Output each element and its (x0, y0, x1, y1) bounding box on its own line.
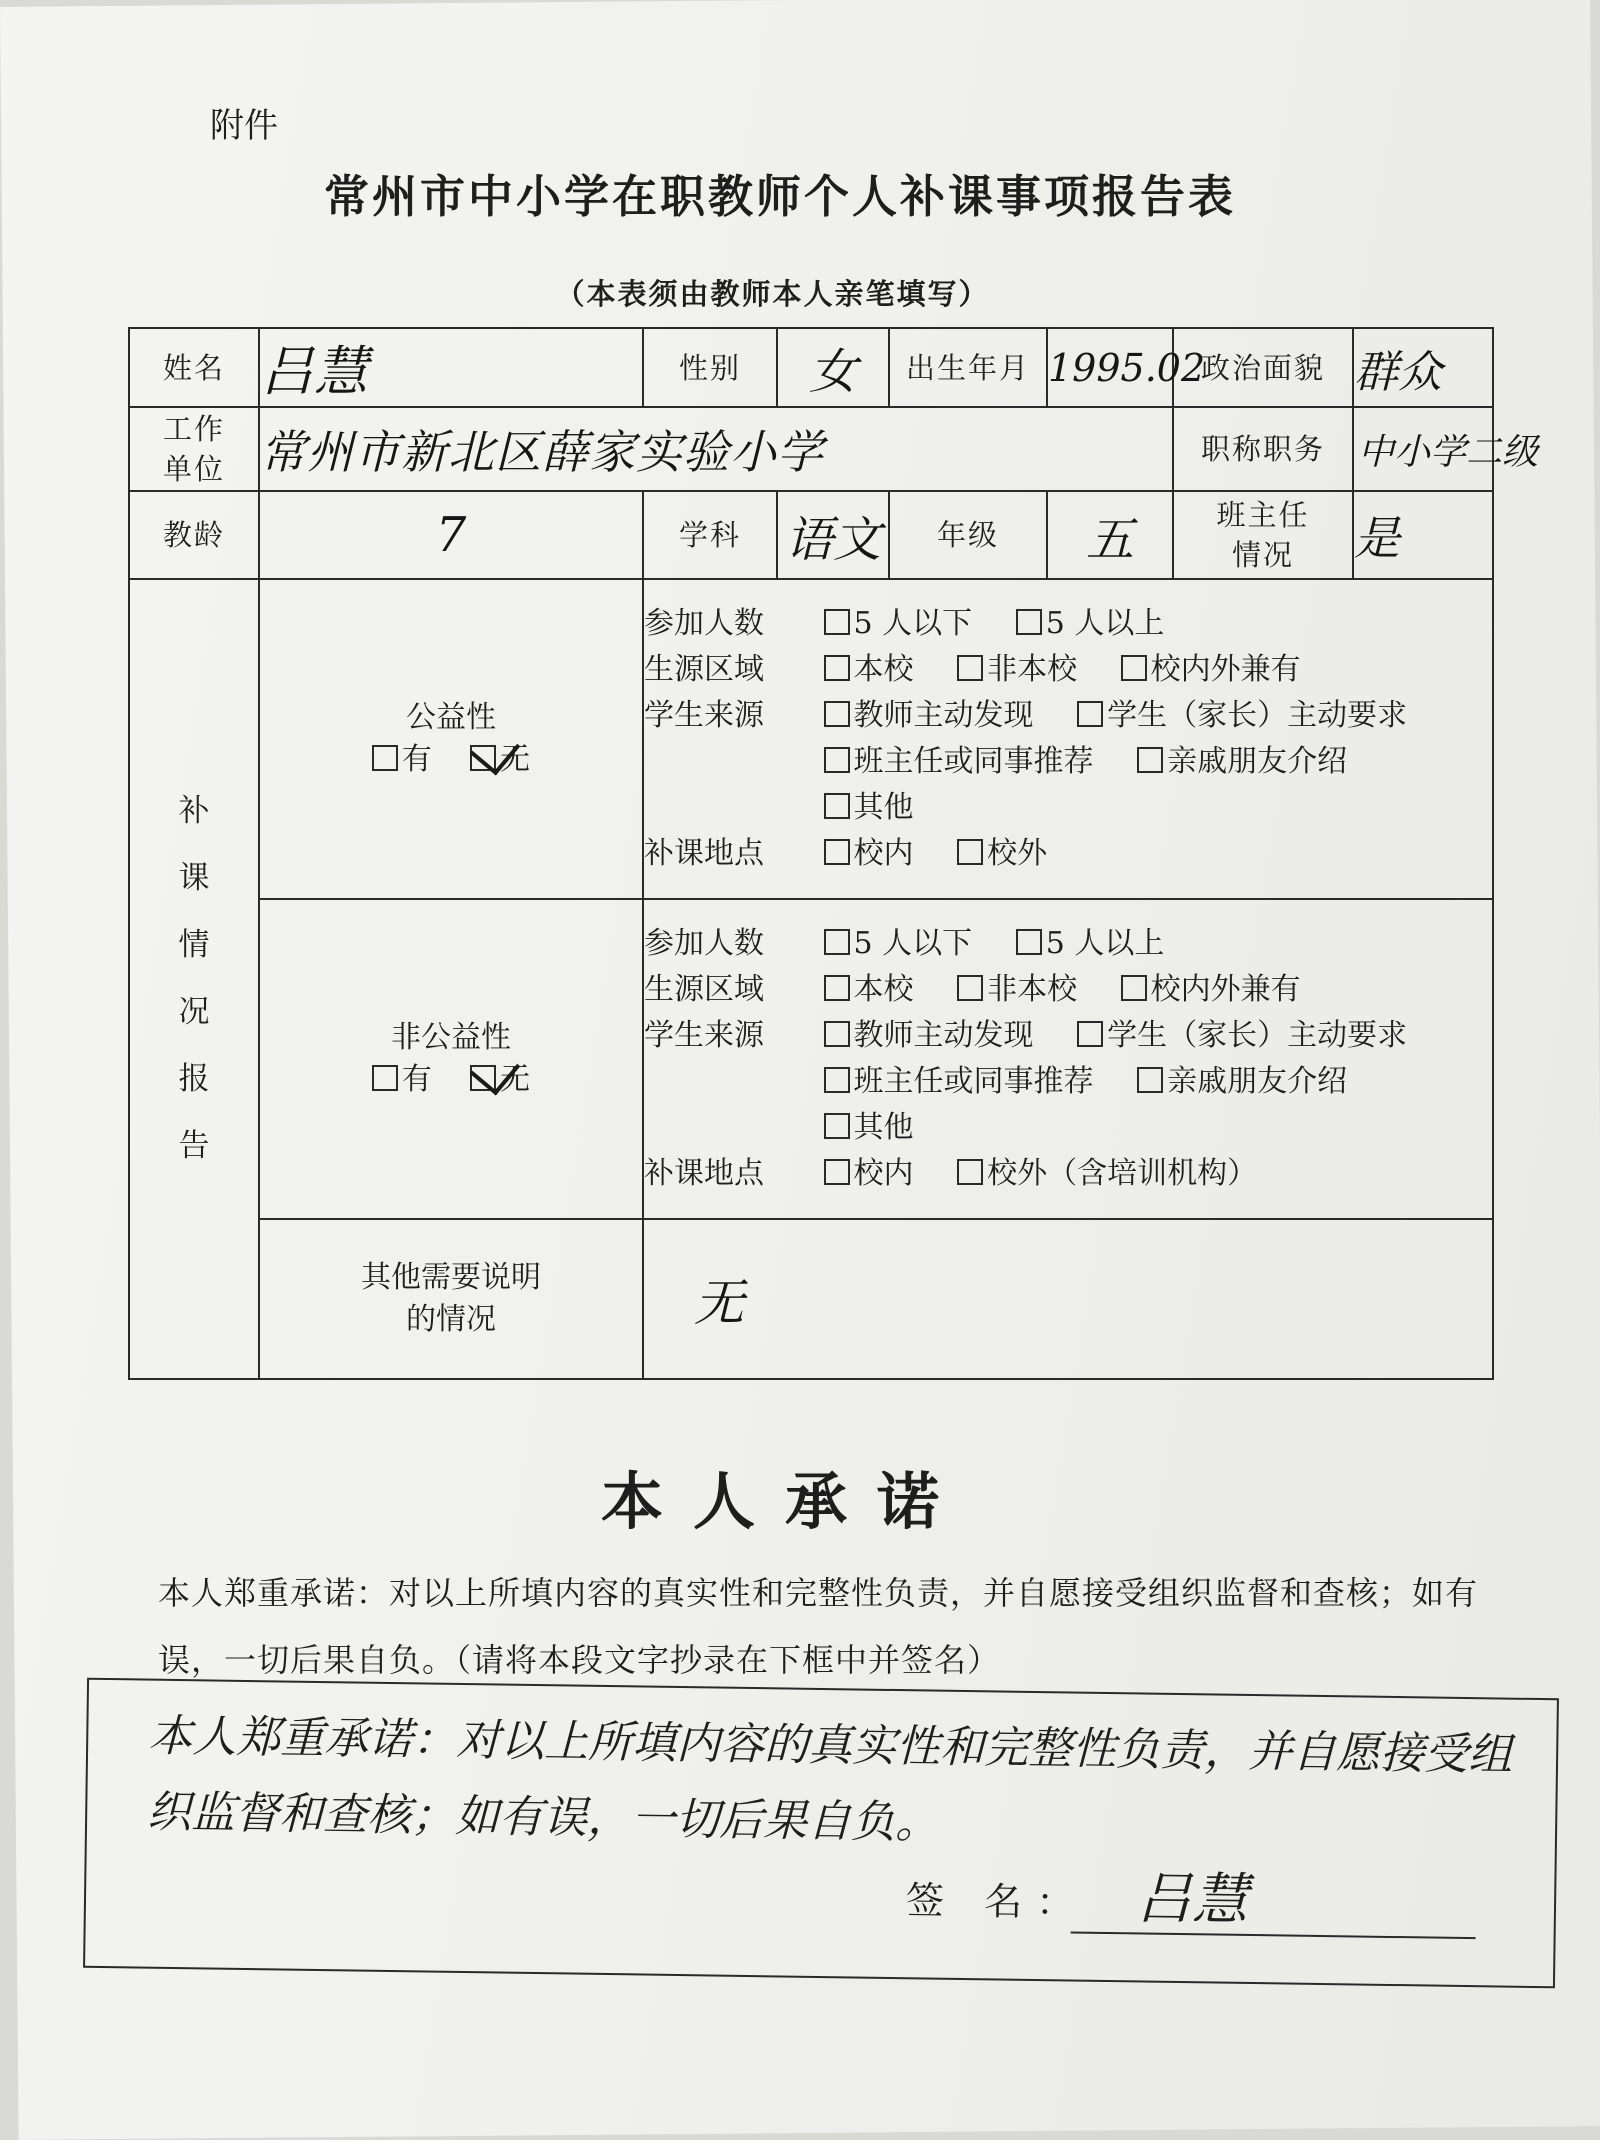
name-label: 姓名 (129, 328, 259, 407)
job-title-label: 职称职务 (1173, 407, 1353, 491)
option-checkbox[interactable] (1121, 975, 1147, 1001)
job-title-value[interactable]: 中小学二级 (1353, 407, 1493, 491)
public-options (643, 579, 1493, 899)
side-char: 报 (178, 1061, 210, 1097)
other-notes-value[interactable]: 无 (643, 1219, 1493, 1379)
option-checkbox[interactable] (824, 609, 850, 635)
participants-label: 参加人数 (644, 926, 764, 961)
option-label: 5 人以下 (853, 926, 973, 961)
option-checkbox[interactable] (824, 839, 850, 865)
option-checkbox[interactable] (1077, 701, 1103, 727)
option-label: 学生（家长）主动要求 (1107, 698, 1408, 733)
source-label: 学生来源 (644, 1018, 764, 1053)
pledge-title: 本人承诺 (600, 1465, 969, 1538)
option-label: 其他 (853, 1110, 914, 1145)
option-checkbox[interactable] (957, 839, 983, 865)
politics-label: 政治面貌 (1173, 328, 1353, 407)
option-label: 本校 (853, 652, 914, 687)
public-title: 公益性 (406, 700, 496, 735)
option-label: 教师主动发现 (853, 1018, 1034, 1053)
form-subtitle: （本表须由教师本人亲笔填写） (555, 277, 990, 311)
option-checkbox[interactable] (824, 975, 850, 1001)
option-checkbox[interactable] (1137, 747, 1163, 773)
grade-value[interactable]: 五 (1047, 491, 1173, 579)
option-checkbox[interactable] (1016, 609, 1042, 635)
birth-value[interactable]: 1995.02 (1047, 328, 1173, 407)
politics-value[interactable]: 群众 (1353, 328, 1493, 407)
years-value[interactable]: 7 (259, 491, 643, 579)
headteacher-label-line1: 班主任 (1216, 498, 1310, 532)
option-label: 班主任或同事推荐 (853, 1064, 1094, 1099)
pledge-text: 本人郑重承诺：对以上所填内容的真实性和完整性负责，并自愿接受组织监督和查核；如有误，一切后果自负。（请将本段文字抄录在下框中并签名） (158, 1574, 1479, 1679)
headteacher-label-line2: 情况 (1231, 538, 1294, 572)
other-notes-label (259, 1219, 643, 1379)
side-char: 补 (178, 793, 210, 829)
side-char: 况 (178, 994, 210, 1030)
option-label: 其他 (853, 790, 914, 825)
report-form-table (128, 327, 1539, 1380)
place-label: 补课地点 (644, 836, 764, 871)
option-checkbox[interactable] (824, 701, 850, 727)
subject-label: 学科 (643, 491, 777, 579)
other-label-line1: 其他需要说明 (361, 1260, 541, 1295)
side-char: 课 (178, 860, 210, 896)
option-label: 校外 (987, 836, 1048, 871)
nonpublic-no-checkbox[interactable] (470, 1065, 496, 1091)
option-checkbox[interactable] (824, 655, 850, 681)
option-label: 非本校 (987, 972, 1078, 1007)
option-checkbox[interactable] (824, 1021, 850, 1047)
nonpublic-no-label: 无 (500, 1062, 531, 1097)
option-checkbox[interactable] (824, 929, 850, 955)
unit-label-line2: 单位 (162, 452, 225, 486)
unit-value[interactable]: 常州市新北区薛家实验小学 (259, 407, 1173, 491)
option-checkbox[interactable] (1077, 1021, 1103, 1047)
option-checkbox[interactable] (824, 1113, 850, 1139)
side-char: 情 (178, 927, 210, 963)
option-checkbox[interactable] (824, 747, 850, 773)
headteacher-label (1173, 491, 1353, 579)
option-label: 校内 (853, 1156, 914, 1191)
nonpublic-options (643, 899, 1493, 1219)
headteacher-value[interactable]: 是 (1353, 491, 1493, 579)
years-label: 教龄 (129, 491, 259, 579)
nonpublic-type-cell (259, 899, 643, 1219)
report-side-label (129, 579, 259, 1379)
option-label: 校内外兼有 (1150, 972, 1301, 1007)
nonpublic-yes-checkbox[interactable] (372, 1065, 398, 1091)
subject-value[interactable]: 语文 (777, 491, 889, 579)
signature-label: 签 名： (905, 1878, 1089, 1925)
option-label: 亲戚朋友介绍 (1167, 1064, 1348, 1099)
option-checkbox[interactable] (957, 655, 983, 681)
public-no-label: 无 (500, 742, 531, 777)
option-checkbox[interactable] (1016, 929, 1042, 955)
public-yes-checkbox[interactable] (372, 745, 398, 771)
unit-label-line1: 工作 (162, 412, 225, 446)
gender-label: 性别 (643, 328, 777, 407)
signature-value[interactable]: 吕慧 (1135, 1866, 1249, 1933)
option-label: 教师主动发现 (853, 698, 1034, 733)
grade-label: 年级 (889, 491, 1047, 579)
unit-label (129, 407, 259, 491)
signature-line (1071, 1931, 1476, 1939)
option-checkbox[interactable] (824, 1159, 850, 1185)
option-label: 非本校 (987, 652, 1078, 687)
option-checkbox[interactable] (1121, 655, 1147, 681)
other-label-line2: 的情况 (406, 1302, 496, 1337)
side-char: 告 (178, 1128, 210, 1164)
option-label: 学生（家长）主动要求 (1107, 1018, 1408, 1053)
option-checkbox[interactable] (957, 975, 983, 1001)
public-type-cell (259, 579, 643, 899)
pledge-handwritten-copy: 本人郑重承诺：对以上所填内容的真实性和完整性负责，并自愿接受组织监督和查核；如有误，一切后果自负。 (146, 1710, 1513, 1849)
region-label: 生源区域 (644, 652, 764, 687)
participants-label: 参加人数 (644, 606, 764, 641)
attachment-label: 附件 (210, 106, 278, 146)
option-label: 班主任或同事推荐 (853, 744, 1094, 779)
option-label: 5 人以上 (1045, 606, 1165, 641)
source-label: 学生来源 (644, 698, 764, 733)
option-label: 5 人以上 (1045, 926, 1165, 961)
option-checkbox[interactable] (824, 793, 850, 819)
pledge-copy-box[interactable] (83, 1678, 1559, 1989)
place-label: 补课地点 (644, 1156, 764, 1191)
birth-label: 出生年月 (889, 328, 1047, 407)
nonpublic-yes-label: 有 (401, 1062, 432, 1097)
option-checkbox[interactable] (824, 1067, 850, 1093)
gender-value[interactable]: 女 (777, 328, 889, 407)
option-label: 亲戚朋友介绍 (1167, 744, 1348, 779)
form-title: 常州市中小学在职教师个人补课事项报告表 (323, 170, 1236, 223)
region-label: 生源区域 (644, 972, 764, 1007)
option-label: 本校 (853, 972, 914, 1007)
option-label: 校内 (853, 836, 914, 871)
option-checkbox[interactable] (1137, 1067, 1163, 1093)
option-label: 校内外兼有 (1150, 652, 1301, 687)
public-yes-label: 有 (401, 742, 432, 777)
option-label: 校外（含培训机构） (987, 1156, 1258, 1191)
option-label: 5 人以下 (853, 606, 973, 641)
name-value[interactable]: 吕慧 (259, 328, 643, 407)
nonpublic-title: 非公益性 (391, 1020, 511, 1055)
option-checkbox[interactable] (957, 1159, 983, 1185)
public-no-checkbox[interactable] (470, 745, 496, 771)
